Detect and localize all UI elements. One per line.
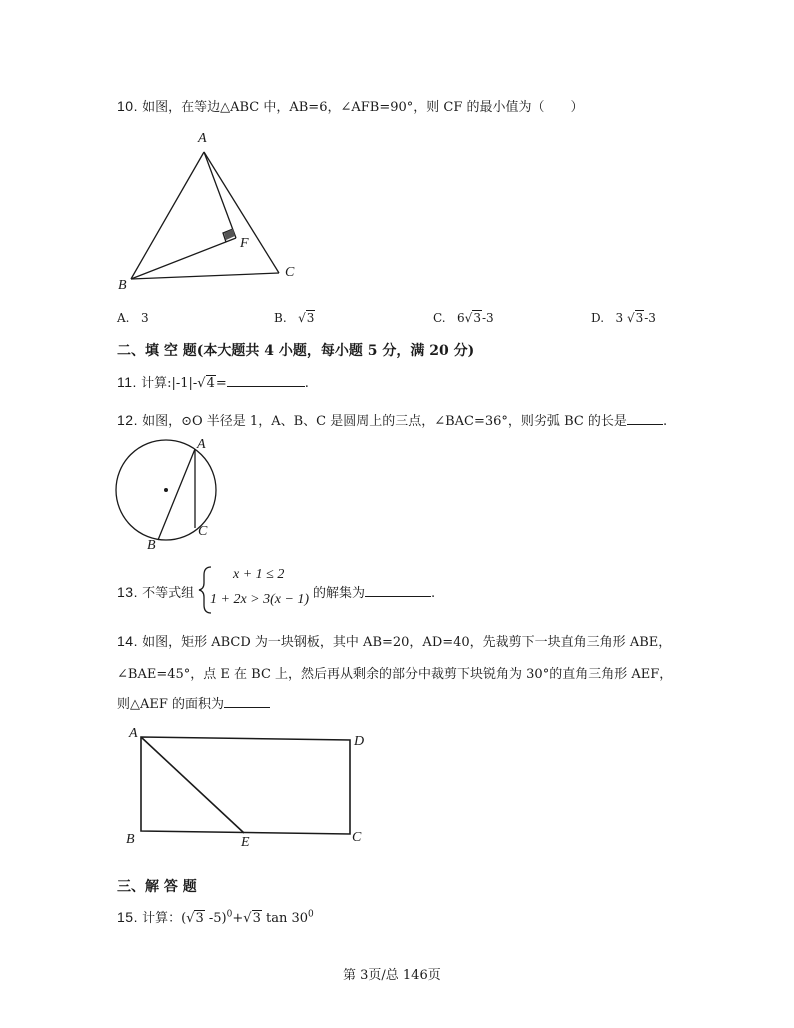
q14-number: 14. (117, 633, 138, 649)
q14-label-e: E (241, 835, 250, 850)
q10-label-a: A (198, 131, 207, 146)
section-3-title: 三、解 答 题 (117, 879, 197, 895)
q15-stem: 15. 计算：(√3 -5)$^0$+√3 $\tan 30^0$ (117, 909, 314, 926)
q15-number: 15. (117, 909, 138, 925)
q13-inequality-1: x + 1 ≤ 2 (233, 567, 285, 582)
q14-rectangle-abcd (141, 737, 350, 834)
q11-number: 11. (117, 374, 137, 390)
q10-text: 如图，在等边△ABC 中，AB=6，∠AFB=90°，则 CF 的最小值为（ ） (142, 100, 584, 115)
q10-label-c: C (285, 265, 295, 280)
q13-number: 13. (117, 584, 138, 600)
q12-stem: 12. 如图，⊙O 半径是 1，A、B、C 是圆周上的三点，∠BAC=36°，则劣弧 BC 的长是 . (117, 412, 668, 429)
q14-label-d: D (354, 734, 365, 749)
sqrt-sign: √ (197, 376, 206, 391)
sqrt-sign: √ (186, 911, 195, 926)
sqrt-sign: √ (464, 311, 473, 325)
q14-label-b: B (126, 832, 135, 847)
q14-line-2: ∠BAE=45°，点 E 在 BC 上，然后再从剩余的部分中裁剪下块锐角为 30°的直角三角形 AEF， (117, 667, 673, 682)
q14-label-c: C (352, 830, 362, 845)
q12-number: 12. (117, 412, 138, 428)
sqrt-sign: √ (243, 911, 252, 926)
q10-option-c[interactable]: C. 6√3-3 (433, 311, 494, 325)
q10-number: 10. (117, 98, 138, 114)
q14-label-a: A (129, 726, 138, 741)
q13-tail: 的解集为 . (313, 586, 436, 601)
q11-stem: 11. 计算:|-1|-√4= . (117, 374, 309, 391)
q14-line-1: 14. 如图，矩形 ABCD 为一块钢板，其中 AB=20，AD=40，先裁剪下一块直角三角形 ABE， (117, 633, 672, 650)
page-footer: 第 3页/总 146页 (343, 968, 441, 983)
q12-label-b: B (147, 538, 156, 553)
q13-inequality-2: 1 + 2x > 3(x − 1) (210, 592, 310, 607)
q10-label-f: F (240, 236, 249, 251)
q12-label-c: C (198, 524, 208, 539)
q10-label-b: B (118, 278, 127, 293)
q12-label-a: A (197, 437, 206, 452)
q10-option-a[interactable]: A. 3 (117, 311, 149, 325)
sqrt-sign: √ (298, 311, 306, 325)
q13-stem: 13. 不等式组 (117, 584, 195, 601)
q10-option-d[interactable]: D. 3 √3-3 (591, 311, 656, 325)
q14-segment-ae (141, 737, 244, 833)
q10-option-b[interactable]: B. √3 (274, 311, 315, 325)
section-2-title: 二、填 空 题(本大题共 4 小题，每小题 5 分，满 20 分) (117, 343, 475, 359)
q14-line-3: 则△AEF 的面积为 (117, 693, 270, 712)
sqrt-sign: √ (626, 311, 635, 325)
